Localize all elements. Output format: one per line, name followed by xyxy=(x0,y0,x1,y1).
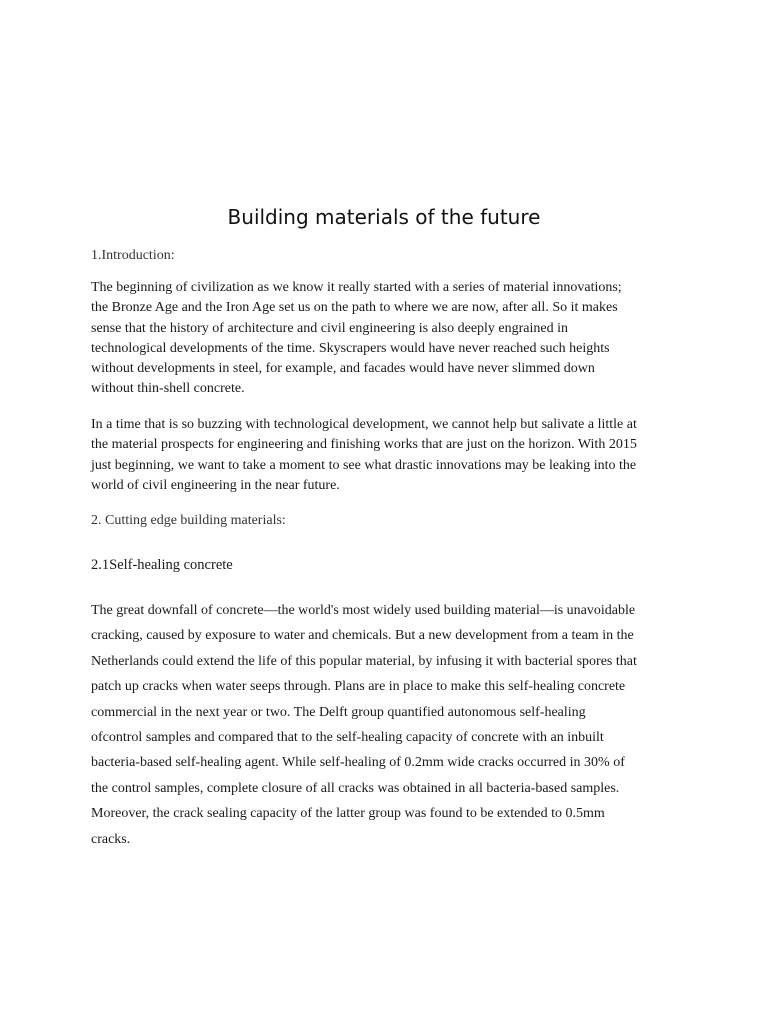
paragraph-line: commercial in the next year or two. The Delft group quantified autonomous self-healing xyxy=(91,704,586,720)
section-heading-introduction: 1.Introduction: xyxy=(91,248,175,263)
paragraph-line: Moreover, the crack sealing capacity of the latter group was found to be extended to 0.5mm xyxy=(91,806,605,822)
paragraph-line: the Bronze Age and the Iron Age set us on the path to where we are now, after all. So it makes xyxy=(91,300,618,316)
paragraph-line: without developments in steel, for example, and facades would have never slimmed down xyxy=(91,361,595,377)
paragraph-introduction-2 xyxy=(91,415,691,496)
paragraph-line: In a time that is so buzzing with technological development, we cannot help but salivate a little at xyxy=(91,417,637,432)
paragraph-line: world of civil engineering in the near future. xyxy=(91,477,340,493)
paragraph-line: Netherlands could extend the life of this popular material, by infusing it with bacterial spores that xyxy=(91,653,637,669)
paragraph-line: just beginning, we want to take a moment to see what drastic innovations may be leaking into the xyxy=(91,457,637,473)
paragraph-line: the control samples, complete closure of all cracks was obtained in all bacteria-based samples. xyxy=(91,780,620,796)
paragraph-introduction-1 xyxy=(91,278,691,400)
paragraph-line: ofcontrol samples and compared that to the self-healing capacity of concrete with an inbuilt xyxy=(91,730,604,746)
paragraph-self-healing-concrete xyxy=(91,598,691,852)
section-heading-cutting-edge: 2. Cutting edge building materials: xyxy=(91,513,286,528)
paragraph-line: cracking, caused by exposure to water and chemicals. But a new development from a team in the xyxy=(91,628,634,644)
paragraph-line: bacteria-based self-healing agent. While self-healing of 0.2mm wide cracks occurred in 30% of xyxy=(91,755,625,771)
paragraph-line: cracks. xyxy=(91,831,131,847)
paragraph-line: the material prospects for engineering and finishing works that are just on the horizon. With 2015 xyxy=(91,437,637,453)
subsection-heading-self-healing-concrete: 2.1Self-healing concrete xyxy=(91,557,233,573)
paragraph-line: The great downfall of concrete—the world's most widely used building material—is unavoidable xyxy=(91,603,636,618)
paragraph-line: patch up cracks when water seeps through. Plans are in place to make this self-healing concrete xyxy=(91,679,626,695)
paragraph-line: sense that the history of architecture and civil engineering is also deeply engrained in xyxy=(91,320,569,336)
document-title: Building materials of the future xyxy=(227,205,541,229)
paragraph-line: without thin-shell concrete. xyxy=(91,381,245,397)
paragraph-line: The beginning of civilization as we know it really started with a series of material innovations; xyxy=(91,280,622,295)
paragraph-line: technological developments of the time. Skyscrapers would have never reached such heights xyxy=(91,340,610,356)
